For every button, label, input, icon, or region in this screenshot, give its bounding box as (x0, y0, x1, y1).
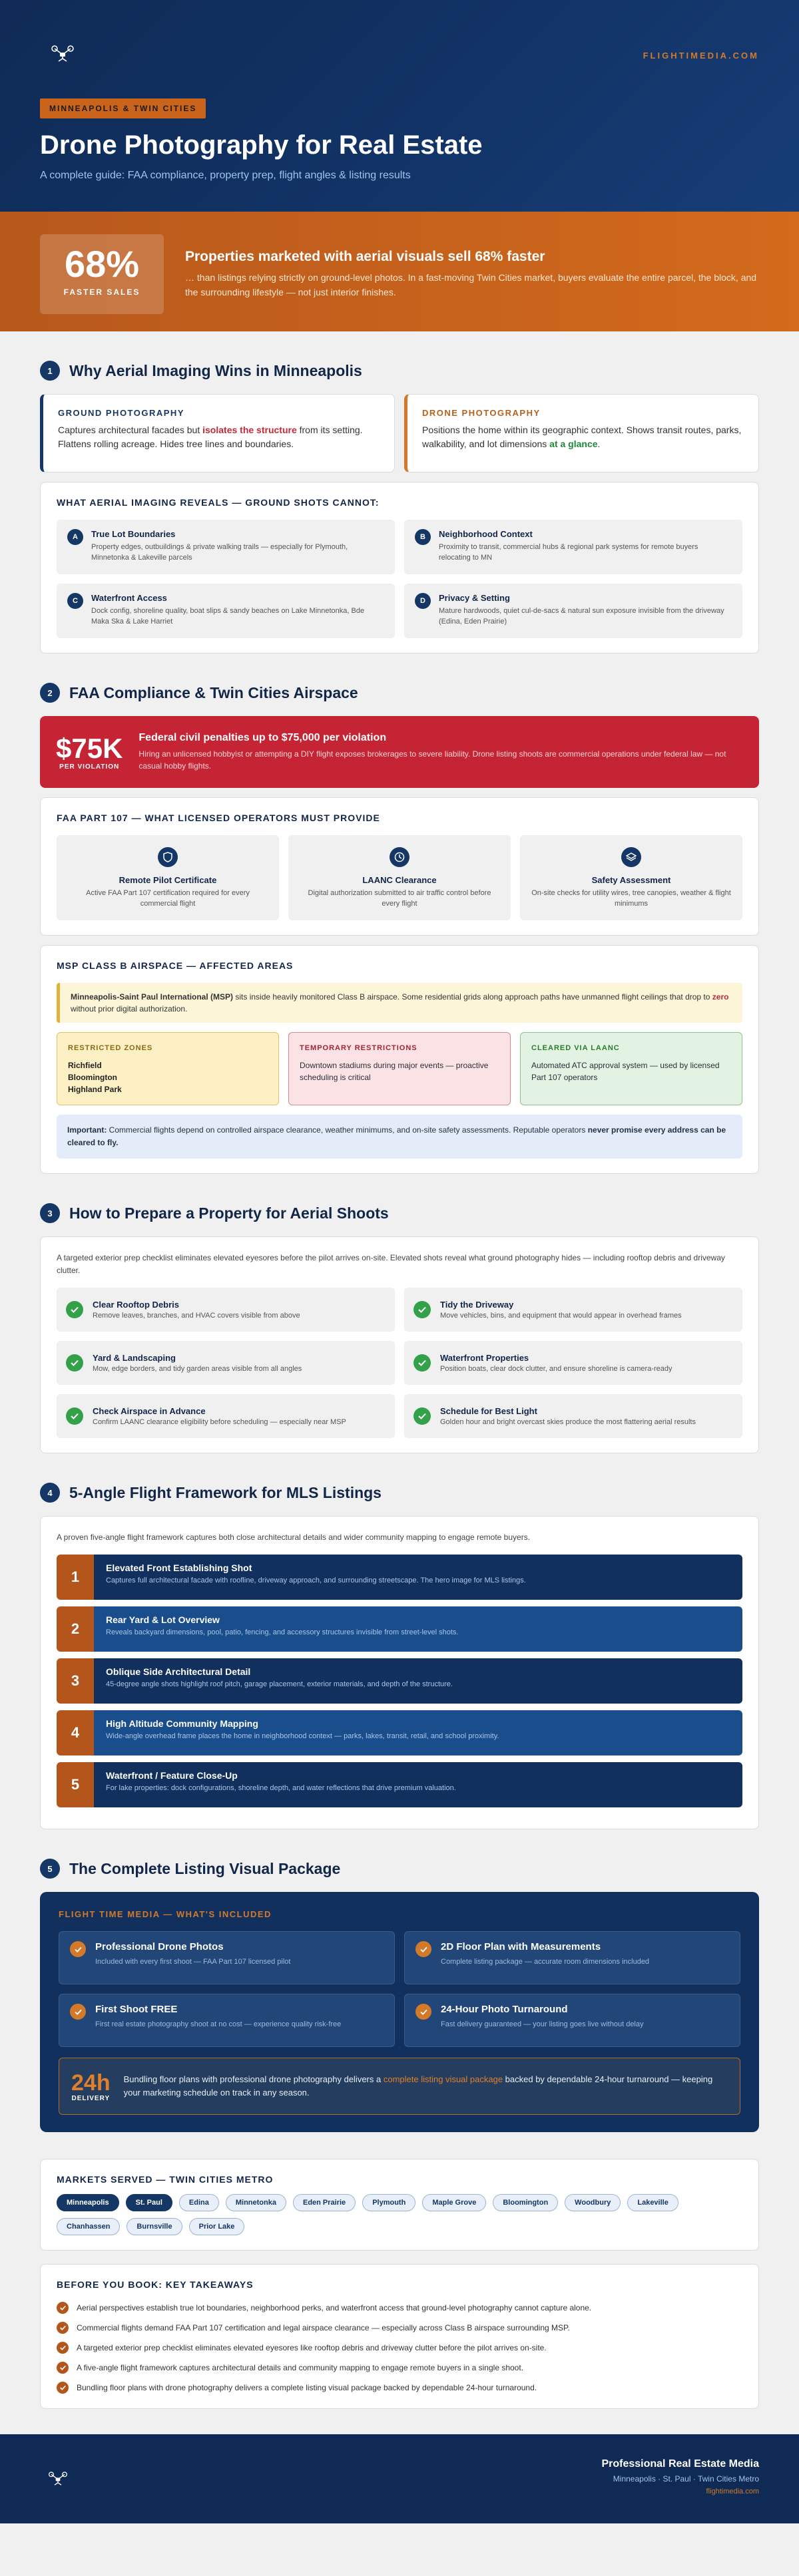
card-title: MARKETS SERVED — TWIN CITIES METRO (57, 2174, 274, 2185)
section-title: Why Aerial Imaging Wins in Minneapolis (69, 361, 362, 379)
package-item-title: 2D Floor Plan with Measurements (441, 1941, 601, 1952)
section-number: 3 (40, 1203, 60, 1223)
reveals-card (40, 482, 759, 653)
angles-intro: A proven five-angle flight framework captures both close architectural details and wider community mapping to engage remote buyers. (57, 1533, 531, 1542)
package-grid (59, 1931, 740, 2047)
angle-item (57, 1606, 742, 1652)
check-icon (70, 1941, 86, 1957)
text-part: from its setting. Flattens rolling acreage. Hides tree lines and boundaries. (58, 425, 363, 449)
highlight-text: zero (712, 992, 729, 1002)
angle-item (57, 1710, 742, 1755)
penalty-label: PER VIOLATION (59, 763, 120, 771)
takeaway-text: Aerial perspectives establish true lot boundaries, neighborhood perks, and waterfront access that ground-level photography cannot capture alone. (77, 2303, 592, 2312)
check-icon (70, 2004, 86, 2020)
reveal-desc: Property edges, outbuildings & private walking trails — especially for Plymouth, Minnetonka & Lakeville parcels (91, 543, 348, 562)
market-chip[interactable]: Burnsville (127, 2218, 182, 2235)
package-item-desc: Fast delivery guaranteed — your listing goes live without delay (441, 2020, 644, 2028)
market-chip[interactable]: Eden Prairie (293, 2194, 356, 2211)
card-title: MSP CLASS B AIRSPACE — AFFECTED AREAS (57, 960, 294, 971)
stat-value: 68% (64, 243, 140, 285)
check-icon (57, 2342, 69, 2354)
checklist-title: Waterfront Properties (440, 1353, 529, 1363)
reveal-item (57, 584, 395, 638)
requirement-desc: Active FAA Part 107 certification required for every commercial flight (86, 889, 250, 908)
package-item-desc: Included with every first shoot — FAA Part 107 licensed pilot (95, 1958, 291, 1966)
market-chip[interactable]: Lakeville (627, 2194, 678, 2211)
reveal-desc: Mature hardwoods, quiet cul-de-sacs & natural sun exposure invisible from the driveway (Edina, Eden Prairie) (439, 607, 724, 626)
takeaway-text: Bundling floor plans with drone photography delivers a complete listing visual package backed by dependable 24-hour turnaround. (77, 2383, 537, 2392)
card-text (422, 423, 744, 451)
clock-icon (390, 847, 409, 867)
requirement-item (57, 835, 279, 920)
checklist-item (404, 1394, 742, 1438)
check-icon (57, 2322, 69, 2334)
takeaways-card (40, 2264, 759, 2409)
market-chip[interactable]: Bloomington (493, 2194, 558, 2211)
angle-number: 5 (57, 1762, 94, 1807)
checklist-grid (57, 1288, 742, 1438)
check-icon (66, 1407, 83, 1425)
package-item-desc: First real estate photography shoot at no cost — experience quality risk-free (95, 2020, 342, 2028)
footer-info (601, 2458, 759, 2495)
main-content (0, 361, 799, 2409)
reveal-item (404, 584, 742, 638)
markets-card (40, 2159, 759, 2251)
stat-body: … than listings relying strictly on ground-level photos. In a fast-moving Twin Cities market, buyers evaluate the entire parcel, the block, and the surrounding lifestyle — not just interior finishes. (185, 272, 757, 297)
checklist-title: Tidy the Driveway (440, 1300, 514, 1310)
check-icon (415, 1941, 431, 1957)
delivery-box (59, 2058, 740, 2115)
section-number: 2 (40, 683, 60, 703)
check-icon (413, 1301, 431, 1318)
page-title: Drone Photography for Real Estate (40, 130, 483, 160)
section-title: How to Prepare a Property for Aerial Shoots (69, 1204, 389, 1222)
angle-item (57, 1555, 742, 1600)
market-chip[interactable]: Chanhassen (57, 2218, 120, 2235)
angle-title: Rear Yard & Lot Overview (106, 1614, 220, 1625)
section-5-heading (40, 1859, 759, 1879)
reveal-badge: B (415, 529, 431, 545)
check-icon (413, 1407, 431, 1425)
package-item (404, 1931, 740, 1984)
zones-grid (57, 1032, 742, 1105)
angle-number: 4 (57, 1710, 94, 1755)
angle-number: 1 (57, 1555, 94, 1600)
angle-title: High Altitude Community Mapping (106, 1718, 258, 1729)
requirement-title: Safety Assessment (591, 875, 671, 885)
penalty-headline: Federal civil penalties up to $75,000 per violation (138, 732, 387, 743)
penalty-amount: $75K (56, 732, 123, 764)
checklist-item (404, 1341, 742, 1385)
angle-title: Elevated Front Establishing Shot (106, 1563, 252, 1573)
takeaway-text: A targeted exterior prep checklist eliminates elevated eyesores like rooftop debris and driveway clutter before the pilot arrives on-site. (77, 2343, 547, 2352)
angle-title: Waterfront / Feature Close-Up (106, 1770, 238, 1781)
market-chip[interactable]: Prior Lake (189, 2218, 245, 2235)
takeaway-text: A five-angle flight framework captures architectural details and community mapping to engage remote buyers in a single shoot. (77, 2363, 524, 2372)
requirement-item (288, 835, 511, 920)
stat-banner (0, 212, 799, 331)
takeaway-item (57, 2362, 742, 2374)
important-note (57, 1115, 742, 1159)
text-part: without prior digital authorization. (71, 1004, 188, 1013)
zone-city: Highland Park (68, 1085, 122, 1094)
market-chip[interactable]: Maple Grove (422, 2194, 486, 2211)
market-chip[interactable]: Minnetonka (226, 2194, 286, 2211)
checklist-item (57, 1394, 395, 1438)
text-part: Captures architectural facades but (58, 425, 203, 435)
check-icon (413, 1354, 431, 1372)
check-icon (57, 2302, 69, 2314)
checklist-desc: Mow, edge borders, and tidy garden areas visible from all angles (93, 1365, 302, 1373)
airspace-card (40, 945, 759, 1174)
ground-photo-card (40, 394, 395, 472)
angle-desc: For lake properties: dock configurations, shoreline depth, and water reflections that drive premium valuation. (106, 1784, 456, 1792)
delivery-text (124, 2073, 728, 2100)
section-title: The Complete Listing Visual Package (69, 1859, 341, 1877)
zone-city: Richfield (68, 1061, 102, 1070)
requirement-desc: Digital authorization submitted to air traffic control before every flight (308, 889, 491, 908)
takeaway-item (57, 2382, 742, 2394)
checklist-desc: Golden hour and bright overcast skies produce the most flattering aerial results (440, 1418, 696, 1426)
reveal-badge: D (415, 593, 431, 609)
shield-icon (158, 847, 178, 867)
reveal-desc: Proximity to transit, commercial hubs & regional park systems for remote buyers relocating to MN (439, 543, 698, 562)
takeaway-text: Commercial flights demand FAA Part 107 certification and legal airspace clearance — especially across Class B airspace surrounding MSP. (77, 2323, 570, 2332)
package-item-desc: Complete listing package — accurate room dimensions included (441, 1958, 650, 1966)
bold-text: never promise every address can be cleared to fly. (67, 1125, 726, 1147)
angle-item (57, 1762, 742, 1807)
penalty-stat (56, 734, 123, 771)
package-item-title: First Shoot FREE (95, 2004, 178, 2015)
text-part: sits inside heavily monitored Class B airspace. Some residential grids along approach paths have unmanned flight ceilings that drop to (233, 992, 712, 1002)
takeaway-item (57, 2342, 742, 2354)
market-chip[interactable]: St. Paul (126, 2194, 172, 2211)
layers-icon (621, 847, 641, 867)
text-part: Bundling floor plans with professional drone photography delivers a (123, 2074, 384, 2084)
section-number: 5 (40, 1859, 60, 1879)
footer-company: Professional Real Estate Media (601, 2458, 759, 2470)
market-chip[interactable]: Minneapolis (57, 2194, 119, 2211)
bold-text: Important: (67, 1125, 107, 1135)
reveal-item (57, 520, 395, 574)
card-label: GROUND PHOTOGRAPHY (58, 408, 184, 418)
drone-logo-icon[interactable] (51, 45, 75, 63)
angle-number: 2 (57, 1606, 94, 1652)
section-3-heading (40, 1203, 759, 1223)
market-chip[interactable]: Edina (179, 2194, 219, 2211)
check-icon (415, 2004, 431, 2020)
requirement-item (520, 835, 742, 920)
requirements-grid (57, 835, 742, 920)
requirement-title: LAANC Clearance (362, 875, 437, 885)
text-part: backed by dependable 24-hour turnaround — keeping your marketing schedule on track in any season. (123, 2074, 713, 2098)
package-item (59, 1994, 395, 2047)
penalty-body: Hiring an unlicensed hobbyist or attempting a DIY flight exposes brokerages to severe liability. Drone listing shoots are commercial operations under federal law — not casual hobby flights. (138, 749, 726, 771)
drone-photo-card (404, 394, 759, 472)
zone-text: Automated ATC approval system — used by licensed Part 107 operators (531, 1061, 720, 1082)
text-part: . (597, 439, 601, 449)
comparison-row (40, 394, 759, 472)
card-text (58, 423, 380, 451)
stat-headline: Properties marketed with aerial visuals sell 68% faster (185, 249, 545, 264)
reveal-badge: C (67, 593, 83, 609)
reveals-grid (57, 520, 742, 638)
section-2-heading (40, 683, 759, 703)
checklist-item (57, 1341, 395, 1385)
angle-item (57, 1658, 742, 1704)
reveal-title: Neighborhood Context (439, 529, 533, 539)
reveal-item (404, 520, 742, 574)
delivery-label: DELIVERY (71, 2094, 111, 2102)
angles-card (40, 1516, 759, 1829)
checklist-title: Check Airspace in Advance (93, 1406, 206, 1416)
checklist-title: Schedule for Best Light (440, 1406, 537, 1416)
requirement-desc: On-site checks for utility wires, tree canopies, weather & flight minimums (531, 889, 731, 908)
reveal-title: Privacy & Setting (439, 593, 510, 603)
checklist-title: Yard & Landscaping (93, 1353, 176, 1363)
card-label: DRONE PHOTOGRAPHY (422, 408, 541, 418)
package-title: FLIGHT TIME MEDIA — WHAT'S INCLUDED (59, 1909, 272, 1919)
package-panel (40, 1892, 759, 2132)
package-item-title: 24-Hour Photo Turnaround (441, 2004, 568, 2015)
markets-list (57, 2194, 742, 2235)
market-chip[interactable]: Plymouth (362, 2194, 415, 2211)
checklist-desc: Position boats, clear dock clutter, and ensure shoreline is camera-ready (440, 1365, 672, 1373)
angle-desc: Reveals backyard dimensions, pool, patio, fencing, and accessory structures invisible from street-level shots. (106, 1628, 459, 1636)
text-part: Commercial flights depend on controlled airspace clearance, weather minimums, and on-site safety assessments. Reputable operators (107, 1125, 588, 1135)
msp-notice (57, 983, 742, 1023)
section-number: 4 (40, 1483, 60, 1503)
restricted-zones (57, 1032, 279, 1105)
requirement-title: Remote Pilot Certificate (119, 875, 217, 885)
page-footer (0, 2434, 799, 2523)
prep-intro: A targeted exterior prep checklist eliminates elevated eyesores before the pilot arrives on-site. Elevated shots reveal what ground photography hides — including rooftop debris and driveway clutter. (57, 1253, 725, 1275)
zone-label: CLEARED VIA LAANC (531, 1044, 620, 1052)
checklist-desc: Confirm LAANC clearance eligibility before scheduling — especially near MSP (93, 1418, 346, 1426)
reveal-desc: Dock config, shoreline quality, boat slips & sandy beaches on Lake Minnetonka, Bde Maka Ska & Lake Harriet (91, 607, 365, 626)
zone-label: TEMPORARY RESTRICTIONS (300, 1044, 417, 1052)
zone-city: Bloomington (68, 1073, 117, 1082)
angle-number: 3 (57, 1658, 94, 1704)
delivery-stat (71, 2071, 111, 2102)
stat-label: FASTER SALES (63, 287, 140, 297)
footer-link[interactable]: flightimedia.com (706, 2487, 759, 2495)
package-item-title: Professional Drone Photos (95, 1941, 224, 1952)
section-title: FAA Compliance & Twin Cities Airspace (69, 683, 358, 701)
text-part: Positions the home within its geographic context. Shows transit routes, parks, walkability, and lot dimensions (422, 425, 742, 449)
zone-label: RESTRICTED ZONES (68, 1044, 153, 1052)
hero-header (0, 0, 799, 212)
part107-card (40, 797, 759, 936)
stat-text (185, 234, 759, 299)
penalty-banner (40, 716, 759, 788)
checklist-desc: Remove leaves, branches, and HVAC covers visible from above (93, 1312, 300, 1320)
package-item (59, 1931, 395, 1984)
brand-link[interactable]: FLIGHTIMEDIA.COM (643, 51, 759, 61)
reveal-badge: A (67, 529, 83, 545)
checklist-title: Clear Rooftop Debris (93, 1300, 180, 1310)
checklist-item (57, 1288, 395, 1332)
drone-logo-icon[interactable] (48, 2472, 68, 2486)
angle-title: Oblique Side Architectural Detail (106, 1666, 251, 1677)
angle-desc: Captures full architectural facade with roofline, driveway approach, and surrounding streetscape. The hero image for MLS listings. (106, 1576, 526, 1584)
page-subtitle: A complete guide: FAA compliance, property prep, flight angles & listing results (40, 170, 411, 181)
section-1-heading (40, 361, 759, 381)
section-4-heading (40, 1483, 759, 1503)
section-title: 5-Angle Flight Framework for MLS Listings (69, 1483, 382, 1501)
highlight-text: at a glance (549, 439, 598, 449)
zone-text: Downtown stadiums during major events — proactive scheduling is critical (300, 1061, 489, 1082)
package-item (404, 1994, 740, 2047)
card-title: BEFORE YOU BOOK: KEY TAKEAWAYS (57, 2279, 254, 2290)
checklist-desc: Move vehicles, bins, and equipment that would appear in overhead frames (440, 1312, 682, 1320)
check-icon (66, 1354, 83, 1372)
highlight-text: complete listing visual package (383, 2074, 503, 2084)
stat-box (40, 234, 164, 314)
bold-text: Minneapolis-Saint Paul International (MSP) (71, 992, 234, 1002)
delivery-value: 24h (71, 2070, 111, 2096)
card-title: WHAT AERIAL IMAGING REVEALS — GROUND SHOTS CANNOT: (57, 497, 380, 508)
reveal-title: Waterfront Access (91, 593, 167, 603)
section-number: 1 (40, 361, 60, 381)
penalty-text (138, 732, 743, 772)
angle-desc: 45-degree angle shots highlight roof pitch, garage placement, exterior materials, and depth of the structure. (106, 1680, 453, 1688)
checklist-item (404, 1288, 742, 1332)
highlight-text: isolates the structure (202, 425, 297, 435)
card-title: FAA PART 107 — WHAT LICENSED OPERATORS MUST PROVIDE (57, 813, 380, 823)
reveal-title: True Lot Boundaries (91, 529, 176, 539)
angle-desc: Wide-angle overhead frame places the home in neighborhood context — parks, lakes, transit, retail, and school proximity. (106, 1732, 499, 1740)
takeaway-item (57, 2322, 742, 2334)
check-icon (57, 2362, 69, 2374)
footer-locations: Minneapolis · St. Paul · Twin Cities Metro (613, 2474, 759, 2484)
market-chip[interactable]: Woodbury (565, 2194, 621, 2211)
prep-card (40, 1236, 759, 1453)
check-icon (66, 1301, 83, 1318)
takeaway-item (57, 2302, 742, 2314)
cleared-via-laanc (520, 1032, 742, 1105)
temporary-restrictions (288, 1032, 511, 1105)
location-kicker: MINNEAPOLIS & TWIN CITIES (40, 98, 206, 118)
check-icon (57, 2382, 69, 2394)
